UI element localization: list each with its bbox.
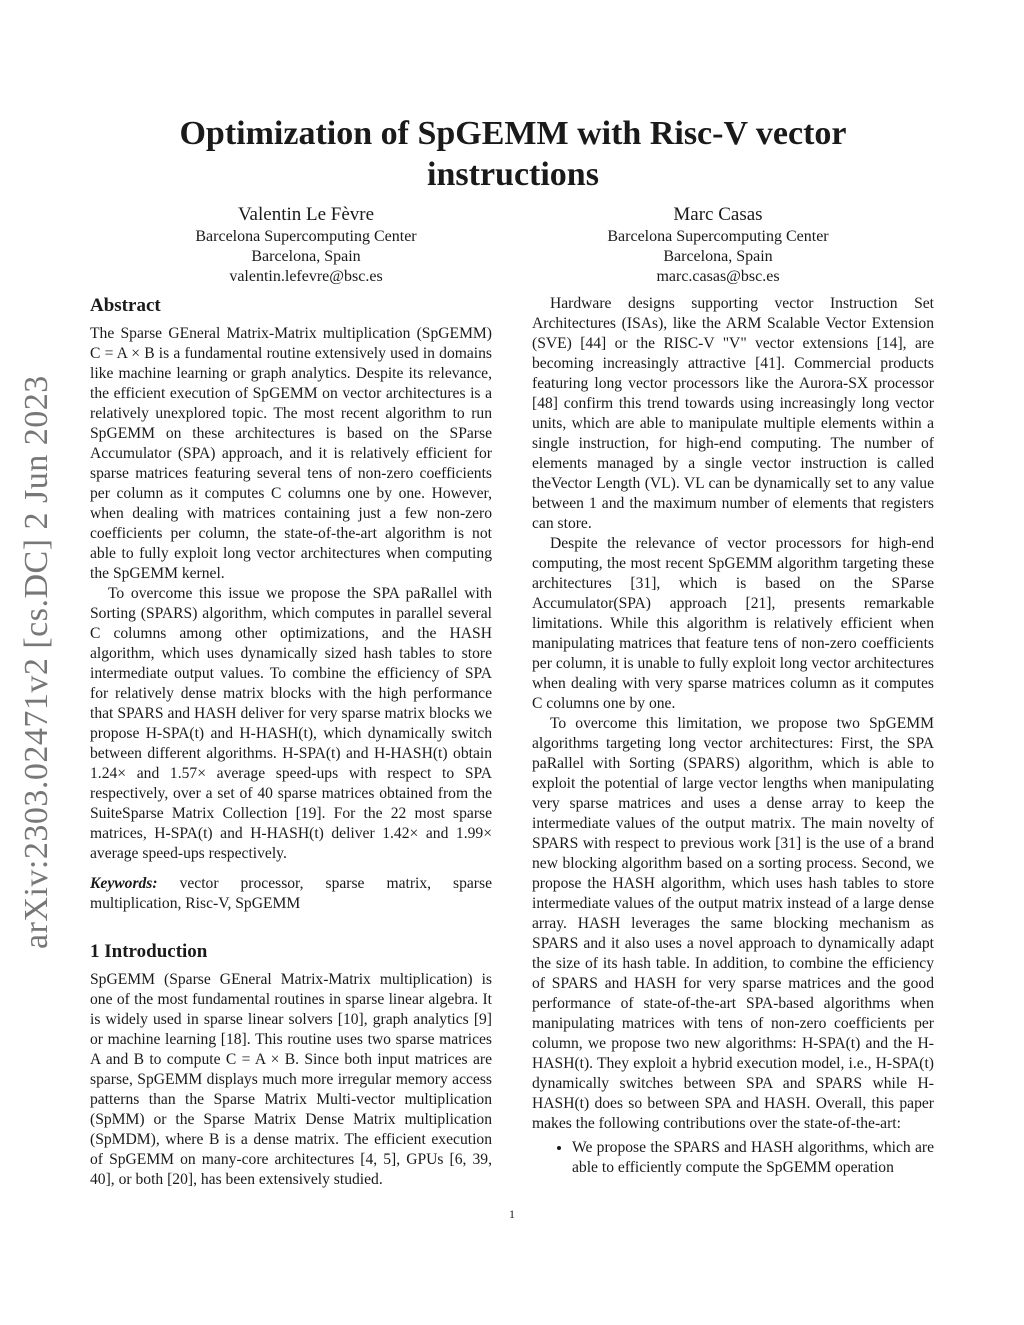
author-email: valentin.lefevre@bsc.es bbox=[229, 268, 383, 285]
keywords-text: vector processor, sparse matrix, sparse multiplication, Risc-V, SpGEMM bbox=[90, 875, 492, 912]
author-name: Marc Casas bbox=[673, 204, 763, 225]
author-name: Valentin Le Fèvre bbox=[237, 204, 375, 225]
abstract-paragraph: To overcome this issue we propose the SPA paRallel with Sorting (SPARS) algorithm, which computes in parallel several C columns among other optimizations, and the HASH algorithm, which uses dynamically sized hash tables to store intermediate output values. To combine the efficiency of SPA for relatively dense matrix blocks with the high performance that SPARS and HASH deliver for very sparse matrix blocks we propose H-SPA(t) and H-HASH(t), which dynamically switch between different algorithms. H-SPA(t) and H-HASH(t) obtain 1.24× and 1.57× average speed-ups with respect to SPA respectively, over a set of 40 sparse matrices obtained from the SuiteSparse Matrix Collection [19]. For the 22 most sparse matrices, H-SPA(t) and H-HASH(t) deliver 1.42× and 1.99× average speed-ups respectively. bbox=[90, 585, 492, 862]
contributions-list bbox=[532, 1138, 934, 1178]
intro-paragraph: SpGEMM (Sparse GEneral Matrix-Matrix multiplication) is one of the most fundamental routines in sparse linear algebra. It is widely used in sparse linear solvers [10], graph analytics [9] or machine learning [18]. This routine uses two sparse matrices A and B to compute C = A × B. Since both input matrices are sparse, SpGEMM displays much more irregular memory access patterns than the Sparse Matrix Multi-vector multiplication (SpMM) or the Sparse Matrix Dense Matrix multiplication (SpMDM), where B is a dense matrix. The efficient execution of SpGEMM on many-core architectures [4, 5], GPUs [6, 39, 40], or both [20], has been extensively studied. bbox=[90, 971, 492, 1188]
author-location: Barcelona, Spain bbox=[663, 248, 773, 265]
author-affiliation: Barcelona Supercomputing Center bbox=[607, 228, 829, 245]
abstract-paragraph: The Sparse GEneral Matrix-Matrix multiplication (SpGEMM) C = A × B is a fundamental routine extensively used in domains like machine learning or graph analytics. Despite its relevance, the efficient execution of SpGEMM on vector architectures is a relatively unexplored topic. The most recent algorithm to run SpGEMM on these architectures is based on the SParse Accumulator (SPA) approach, and it is relatively efficient for sparse matrices featuring several tens of non-zero coefficients per column as it computes C columns one by one. However, when dealing with matrices containing just a few non-zero coefficients per column, the state-of-the-art algorithm is not able to fully exploit long vector architectures when computing the SpGEMM kernel. bbox=[90, 325, 492, 582]
page-number: 1 bbox=[509, 1207, 515, 1221]
arxiv-identifier: arXiv:2303.02471v2 [cs.DC] 2 Jun 2023 bbox=[18, 375, 55, 949]
section-heading-introduction: 1 Introduction bbox=[90, 941, 208, 962]
body-paragraph: Hardware designs supporting vector Instruction Set Architectures (ISAs), like the ARM Scalable Vector Extension (SVE) [44] or the RISC-V "V" vector extensions [14], are becoming increasingly attractive [41]. Commercial products featuring long vector processors like the Aurora-SX processor [48] confirm this trend towards using increasingly long vector units, which are able to manipulate multiple elements within a single instruction, for high-end computing. The number of elements managed by a single vector instruction is called theVector Length (VL). VL can be dynamically set to any value between 1 and the maximum number of elements that registers can store. bbox=[532, 295, 934, 532]
paper-title: Optimization of SpGEMM with Risc-V vector instructions bbox=[179, 115, 847, 193]
author-affiliation: Barcelona Supercomputing Center bbox=[195, 228, 417, 245]
abstract-heading: Abstract bbox=[90, 295, 161, 316]
author-email: marc.casas@bsc.es bbox=[656, 268, 780, 285]
body-paragraph: Despite the relevance of vector processors for high-end computing, the most recent SpGEMM algorithm targeting these architectures [31], which is based on the SParse Accumulator(SPA) approach [21], presents remarkable limitations. While this algorithm is relatively efficient when manipulating matrices that feature tens of non-zero coefficients per column, it is unable to fully exploit long vector architectures when dealing with very sparse matrices column as it computes C columns one by one. bbox=[532, 535, 934, 712]
author-location: Barcelona, Spain bbox=[251, 248, 361, 265]
contribution-item: • We propose the SPARS and HASH algorithms, which are able to efficiently compute the SpGEMM operation bbox=[572, 1138, 934, 1178]
left-column bbox=[90, 294, 492, 1190]
right-column bbox=[532, 294, 934, 1178]
author-block-1 bbox=[146, 203, 466, 287]
keywords-label: Keywords: bbox=[90, 875, 158, 892]
author-block-2 bbox=[558, 203, 878, 287]
body-paragraph: To overcome this limitation, we propose two SpGEMM algorithms targeting long vector architectures: First, the SPA paRallel with Sorting (SPARS) algorithm, which is able to exploit the potential of large vector lengths when manipulating very sparse matrices and uses a dense array to keep the intermediate values of the output matrix. The main novelty of SPARS with respect to previous work [31] is the use of a brand new blocking algorithm based on a sorting process. Second, we propose the HASH algorithm, which uses hash tables to store intermediate values of the output matrix instead of a large dense array. HASH leverages the same blocking mechanism as SPARS and it also uses a novel approach to dynamically adapt the size of its hash table. In addition, to combine the efficiency of SPARS and HASH for very sparse matrices and the good performance of state-of-the-art SPA-based algorithms when manipulating matrices with tens of non-zero coefficients per column, we propose two new algorithms: H-SPA(t) and the H-HASH(t). They exploit a hybrid execution model, i.e., H-SPA(t) dynamically switches between SPA and SPARS while H-HASH(t) does so between SPA and HASH. Overall, this paper makes the following contributions over the state-of-the-art: bbox=[532, 715, 934, 1132]
keywords bbox=[90, 874, 492, 914]
